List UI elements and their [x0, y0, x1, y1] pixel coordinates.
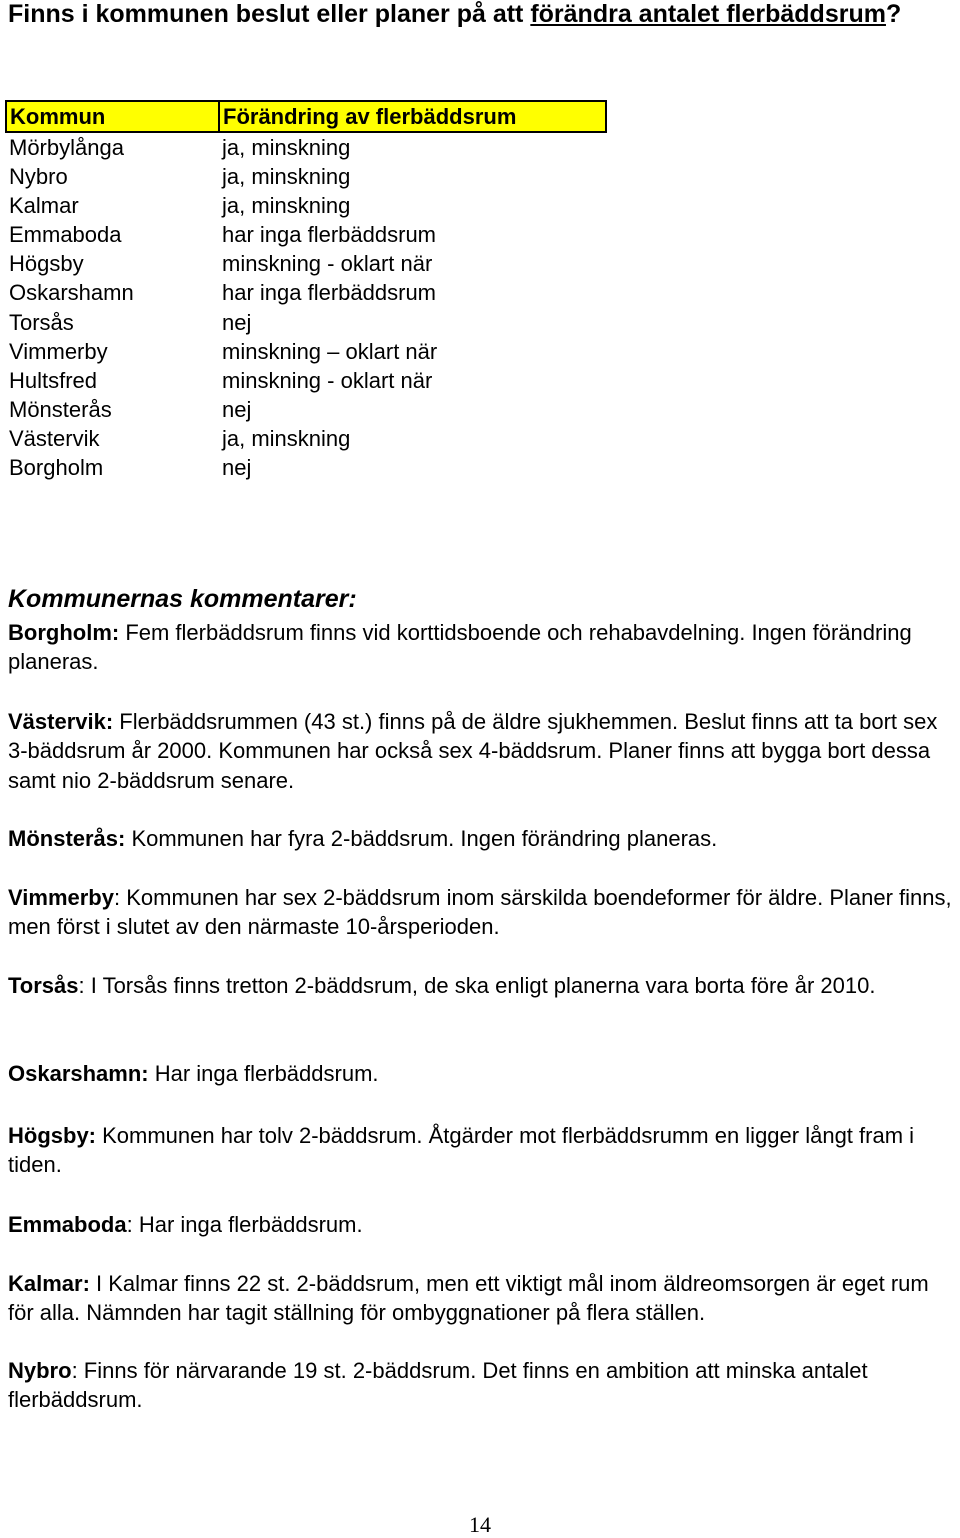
cell-kommun: Vimmerby: [9, 338, 108, 364]
title-suffix: ?: [885, 0, 902, 28]
comment-monsteras: [8, 824, 958, 853]
cell-kommun: Västervik: [9, 425, 100, 451]
cell-forandring: ja, minskning: [222, 193, 351, 219]
cell-kommun: Högsby: [9, 251, 84, 277]
comment-kalmar: [8, 1269, 958, 1328]
cell-kommun: Hultsfred: [9, 367, 98, 393]
cell-kommun: Borgholm: [9, 455, 104, 481]
comment-borgholm: [8, 618, 958, 677]
comments-heading: Kommunernas kommentarer:: [8, 585, 357, 613]
table-row: [6, 132, 606, 162]
cell-kommun: Nybro: [9, 164, 68, 190]
table-row: [6, 191, 606, 220]
comment-vastervik: [8, 707, 958, 795]
cell-forandring: nej: [222, 396, 252, 422]
table-row: [6, 162, 606, 191]
cell-forandring: nej: [222, 455, 252, 481]
title-underlined: förändra antalet flerbäddsrum: [530, 0, 886, 28]
comment-text: Har inga flerbäddsrum.: [148, 1061, 379, 1086]
page-title: [8, 0, 938, 31]
comment-hogsby: [8, 1121, 958, 1180]
comment-text: Fem flerbäddsrum finns vid korttidsboende och rehabavdelning. Ingen förändring planeras.: [8, 620, 912, 675]
cell-kommun: Emmaboda: [9, 222, 122, 248]
comment-label: Vimmerby: [8, 885, 114, 910]
comment-text: I Kalmar finns 22 st. 2-bäddsrum, men ett viktigt mål inom äldreomsorgen är eget rum för alla. Nämnden har tagit ställning för ombyggnationer på flera ställen.: [8, 1271, 929, 1326]
comment-text: : I Torsås finns tretton 2-bäddsrum, de ska enligt planerna vara borta före år 2010.: [78, 973, 876, 998]
table-row: [6, 308, 606, 337]
cell-forandring: har inga flerbäddsrum: [222, 280, 437, 306]
comment-text: : Kommunen har sex 2-bäddsrum inom särskilda boendeformer för äldre. Planer finns, men först i slutet av den närmaste 10-årsperioden.: [8, 885, 952, 940]
comment-torsas: [8, 971, 958, 1000]
cell-kommun: Torsås: [9, 309, 74, 335]
comment-nybro: [8, 1356, 958, 1415]
cell-forandring: har inga flerbäddsrum: [222, 222, 437, 248]
comment-vimmerby: [8, 883, 958, 942]
header-forandring: Förändring av flerbäddsrum: [219, 101, 606, 132]
table-row: [6, 424, 606, 453]
table-row: [6, 278, 606, 307]
comment-emmaboda: [8, 1210, 958, 1239]
title-prefix: Finns i kommunen beslut eller planer på att: [8, 0, 531, 28]
table-row: [6, 366, 606, 395]
table-row: [6, 249, 606, 278]
comment-label: Emmaboda: [8, 1212, 127, 1237]
cell-kommun: Kalmar: [9, 193, 79, 219]
comment-text: : Har inga flerbäddsrum.: [126, 1212, 363, 1237]
cell-forandring: minskning - oklart när: [222, 251, 433, 277]
page-number: 14: [469, 1512, 491, 1537]
header-kommun: Kommun: [6, 101, 219, 132]
comment-label: Västervik:: [8, 709, 114, 734]
comment-oskarshamn: [8, 1059, 958, 1088]
cell-forandring: minskning - oklart när: [222, 367, 433, 393]
comment-label: Nybro: [8, 1358, 72, 1383]
table-row: [6, 395, 606, 424]
comment-text: Flerbäddsrummen (43 st.) finns på de äldre sjukhemmen. Beslut finns att ta bort sex 3-bäddsrum år 2000. Kommunen har också sex 4-bäddsrum. Planer finns att bygga bort dessa samt nio 2-bäddsrum senare.: [8, 709, 938, 793]
table-row: [6, 220, 606, 249]
comment-text: Kommunen har fyra 2-bäddsrum. Ingen förändring planeras.: [125, 826, 718, 851]
comment-label: Högsby:: [8, 1123, 96, 1148]
cell-kommun: Mörbylånga: [9, 135, 124, 160]
municipality-table: [5, 100, 607, 482]
comment-label: Kalmar:: [8, 1271, 90, 1296]
table-row: [6, 337, 606, 366]
comment-label: Torsås: [8, 973, 79, 998]
table-header-row: [6, 101, 606, 132]
comment-label: Mönsterås:: [8, 826, 126, 851]
comment-text: Kommunen har tolv 2-bäddsrum. Åtgärder mot flerbäddsrumm en ligger långt fram i tiden.: [8, 1123, 915, 1178]
cell-kommun: Mönsterås: [9, 396, 112, 422]
cell-forandring: minskning – oklart när: [222, 338, 438, 364]
comment-label: Borgholm:: [8, 620, 120, 645]
table-row: [6, 453, 606, 482]
cell-kommun: Oskarshamn: [9, 280, 134, 306]
cell-forandring: nej: [222, 309, 252, 335]
cell-forandring: ja, minskning: [222, 135, 351, 160]
cell-forandring: ja, minskning: [222, 425, 351, 451]
comment-text: : Finns för närvarande 19 st. 2-bäddsrum. Det finns en ambition att minska antalet flerbäddsrum.: [8, 1358, 868, 1413]
comment-label: Oskarshamn:: [8, 1061, 149, 1086]
cell-forandring: ja, minskning: [222, 164, 351, 190]
